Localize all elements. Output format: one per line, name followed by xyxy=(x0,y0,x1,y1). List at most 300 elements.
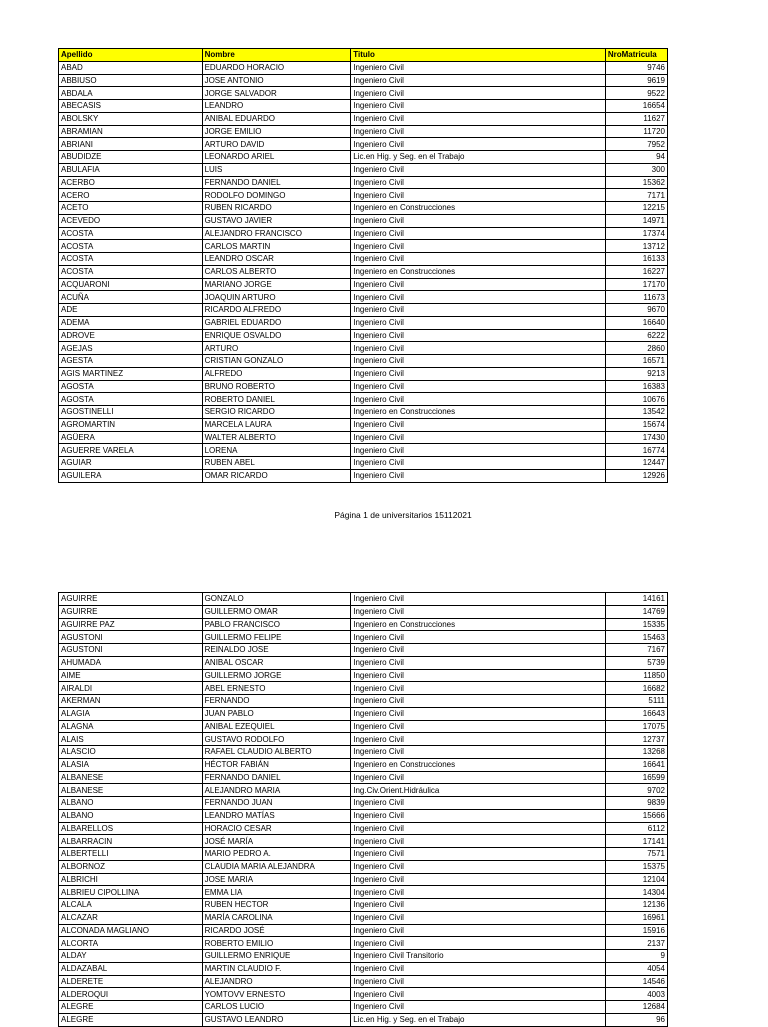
cell-apellido: ALBANO xyxy=(59,797,203,810)
cell-apellido: ALASCIO xyxy=(59,746,203,759)
cell-titulo: Ingeniero Civil xyxy=(351,393,606,406)
cell-nombre: BRUNO ROBERTO xyxy=(202,380,351,393)
cell-nombre: YOMTOVV ERNESTO xyxy=(202,988,351,1001)
cell-nombre: JOSÉ MARÍA xyxy=(202,835,351,848)
cell-titulo: Ingeniero Civil xyxy=(351,367,606,380)
table-body-page-2 xyxy=(59,593,668,1027)
table-row xyxy=(59,431,668,444)
cell-apellido: ACOSTA xyxy=(59,227,203,240)
cell-nromatricula: 6222 xyxy=(605,329,667,342)
cell-nromatricula: 94 xyxy=(605,151,667,164)
cell-nromatricula: 16599 xyxy=(605,771,667,784)
cell-titulo: Ingeniero Civil xyxy=(351,214,606,227)
cell-nromatricula: 17430 xyxy=(605,431,667,444)
table-header-row xyxy=(59,49,668,62)
cell-nromatricula: 16383 xyxy=(605,380,667,393)
table-row xyxy=(59,74,668,87)
cell-nromatricula: 11720 xyxy=(605,125,667,138)
cell-nromatricula: 14546 xyxy=(605,975,667,988)
table-row xyxy=(59,189,668,202)
cell-nombre: WALTER ALBERTO xyxy=(202,431,351,444)
cell-titulo: Ingeniero Civil xyxy=(351,138,606,151)
cell-nromatricula: 4003 xyxy=(605,988,667,1001)
cell-nromatricula: 16654 xyxy=(605,100,667,113)
cell-apellido: ALBARELLOS xyxy=(59,822,203,835)
cell-nombre: ROBERTO EMILIO xyxy=(202,937,351,950)
cell-nombre: JORGE SALVADOR xyxy=(202,87,351,100)
cell-nromatricula: 15674 xyxy=(605,418,667,431)
cell-nromatricula: 12737 xyxy=(605,733,667,746)
cell-apellido: ABULAFIA xyxy=(59,163,203,176)
cell-nromatricula: 12684 xyxy=(605,1001,667,1014)
cell-nromatricula: 15666 xyxy=(605,809,667,822)
cell-nromatricula: 9839 xyxy=(605,797,667,810)
cell-apellido: ABRIANI xyxy=(59,138,203,151)
cell-titulo: Ingeniero Civil xyxy=(351,163,606,176)
cell-apellido: ALAGIA xyxy=(59,707,203,720)
table-row xyxy=(59,202,668,215)
cell-nromatricula: 12447 xyxy=(605,457,667,470)
header-nombre: Nombre xyxy=(202,49,351,62)
table-row xyxy=(59,758,668,771)
table-row xyxy=(59,950,668,963)
cell-nromatricula: 9 xyxy=(605,950,667,963)
cell-titulo: Ingeniero Civil xyxy=(351,444,606,457)
cell-nombre: ABEL ERNESTO xyxy=(202,682,351,695)
table-row xyxy=(59,860,668,873)
cell-apellido: ACOSTA xyxy=(59,240,203,253)
cell-nombre: LUIS xyxy=(202,163,351,176)
cell-apellido: ALBRICHI xyxy=(59,873,203,886)
table-row xyxy=(59,100,668,113)
cell-apellido: ALCORTA xyxy=(59,937,203,950)
cell-apellido: AIME xyxy=(59,669,203,682)
page-footer: Página 1 de universitarios 15112021 xyxy=(334,510,472,520)
cell-apellido: ACOSTA xyxy=(59,253,203,266)
cell-nromatricula: 16133 xyxy=(605,253,667,266)
table-row xyxy=(59,163,668,176)
table-row xyxy=(59,656,668,669)
cell-titulo: Ingeniero Civil xyxy=(351,304,606,317)
cell-titulo: Ingeniero Civil xyxy=(351,911,606,924)
table-row xyxy=(59,87,668,100)
table-row xyxy=(59,304,668,317)
cell-nromatricula: 11850 xyxy=(605,669,667,682)
cell-titulo: Ingeniero Civil xyxy=(351,924,606,937)
cell-titulo: Ingeniero Civil xyxy=(351,253,606,266)
cell-nromatricula: 13542 xyxy=(605,406,667,419)
cell-nromatricula: 12136 xyxy=(605,899,667,912)
cell-apellido: ACOSTA xyxy=(59,265,203,278)
cell-nombre: JOSE MARIA xyxy=(202,873,351,886)
cell-nombre: CARLOS MARTIN xyxy=(202,240,351,253)
cell-apellido: ABRAMIAN xyxy=(59,125,203,138)
cell-nromatricula: 13712 xyxy=(605,240,667,253)
cell-nombre: RAFAEL CLAUDIO ALBERTO xyxy=(202,746,351,759)
table-row xyxy=(59,418,668,431)
table-row xyxy=(59,593,668,606)
cell-titulo: Ingeniero Civil xyxy=(351,457,606,470)
cell-nombre: ALEJANDRO xyxy=(202,975,351,988)
table-row xyxy=(59,975,668,988)
cell-nombre: ENRIQUE OSVALDO xyxy=(202,329,351,342)
table-row xyxy=(59,873,668,886)
cell-apellido: ALEGRE xyxy=(59,1001,203,1014)
cell-nromatricula: 2860 xyxy=(605,342,667,355)
cell-nombre: HORACIO CESAR xyxy=(202,822,351,835)
table-row xyxy=(59,291,668,304)
cell-nombre: FERNANDO xyxy=(202,695,351,708)
registry-table-page-1 xyxy=(58,48,668,483)
cell-titulo: Ingeniero Civil xyxy=(351,469,606,482)
cell-titulo: Ingeniero en Construcciones xyxy=(351,406,606,419)
cell-nromatricula: 15463 xyxy=(605,631,667,644)
table-row xyxy=(59,848,668,861)
table-row xyxy=(59,316,668,329)
cell-nromatricula: 14304 xyxy=(605,886,667,899)
cell-nromatricula: 6112 xyxy=(605,822,667,835)
cell-titulo: Ingeniero Civil xyxy=(351,733,606,746)
cell-apellido: ALAGNA xyxy=(59,720,203,733)
cell-apellido: AGUIAR xyxy=(59,457,203,470)
cell-nromatricula: 17170 xyxy=(605,278,667,291)
cell-apellido: ALBARRACIN xyxy=(59,835,203,848)
cell-nromatricula: 12926 xyxy=(605,469,667,482)
cell-nromatricula: 16640 xyxy=(605,316,667,329)
cell-nombre: MARÍA CAROLINA xyxy=(202,911,351,924)
cell-apellido: ALDERETE xyxy=(59,975,203,988)
cell-titulo: Ingeniero Civil xyxy=(351,669,606,682)
cell-titulo: Ingeniero Civil xyxy=(351,61,606,74)
table-row xyxy=(59,380,668,393)
cell-titulo: Lic.en Hig. y Seg. en el Trabajo xyxy=(351,1013,606,1026)
header-apellido: Apellido xyxy=(59,49,203,62)
cell-nombre: ALEJANDRO MARIA xyxy=(202,784,351,797)
cell-nombre: EMMA LIA xyxy=(202,886,351,899)
cell-nromatricula: 12215 xyxy=(605,202,667,215)
cell-apellido: ADEMA xyxy=(59,316,203,329)
cell-nombre: JOSE ANTONIO xyxy=(202,74,351,87)
cell-apellido: ALBERTELLI xyxy=(59,848,203,861)
cell-titulo: Lic.en Hig. y Seg. en el Trabajo xyxy=(351,151,606,164)
cell-apellido: ALCALA xyxy=(59,899,203,912)
cell-nromatricula: 16227 xyxy=(605,265,667,278)
cell-nombre: GUILLERMO ENRIQUE xyxy=(202,950,351,963)
table-row xyxy=(59,393,668,406)
cell-titulo: Ing.Civ.Orient.Hidráulica xyxy=(351,784,606,797)
table-row xyxy=(59,911,668,924)
cell-apellido: ACETO xyxy=(59,202,203,215)
cell-apellido: AGUILERA xyxy=(59,469,203,482)
cell-apellido: ADROVE xyxy=(59,329,203,342)
cell-nombre: GUILLERMO OMAR xyxy=(202,605,351,618)
cell-nombre: ALFREDO xyxy=(202,367,351,380)
cell-apellido: AGEJAS xyxy=(59,342,203,355)
cell-apellido: ALAIS xyxy=(59,733,203,746)
table-row xyxy=(59,899,668,912)
cell-titulo: Ingeniero Civil xyxy=(351,418,606,431)
cell-nromatricula: 15375 xyxy=(605,860,667,873)
cell-apellido: ALDAY xyxy=(59,950,203,963)
cell-nombre: JUAN PABLO xyxy=(202,707,351,720)
cell-nombre: ALEJANDRO FRANCISCO xyxy=(202,227,351,240)
table-row xyxy=(59,61,668,74)
cell-apellido: AGOSTA xyxy=(59,393,203,406)
table-row xyxy=(59,631,668,644)
cell-nombre: EDUARDO HORACIO xyxy=(202,61,351,74)
cell-apellido: AGUSTONI xyxy=(59,631,203,644)
cell-nombre: LEANDRO OSCAR xyxy=(202,253,351,266)
cell-nombre: RODOLFO DOMINGO xyxy=(202,189,351,202)
cell-nombre: FERNANDO JUAN xyxy=(202,797,351,810)
cell-apellido: ABAD xyxy=(59,61,203,74)
cell-titulo: Ingeniero Civil xyxy=(351,988,606,1001)
cell-apellido: AGOSTINELLI xyxy=(59,406,203,419)
cell-nombre: ARTURO xyxy=(202,342,351,355)
cell-nombre: PABLO FRANCISCO xyxy=(202,618,351,631)
cell-apellido: ALBANO xyxy=(59,809,203,822)
cell-titulo: Ingeniero Civil xyxy=(351,316,606,329)
cell-nromatricula: 2137 xyxy=(605,937,667,950)
cell-nombre: CARLOS LUCIO xyxy=(202,1001,351,1014)
cell-nombre: GUSTAVO JAVIER xyxy=(202,214,351,227)
cell-apellido: ACUÑA xyxy=(59,291,203,304)
table-row xyxy=(59,253,668,266)
cell-nromatricula: 7167 xyxy=(605,644,667,657)
cell-apellido: ACEVEDO xyxy=(59,214,203,227)
cell-nromatricula: 10676 xyxy=(605,393,667,406)
cell-titulo: Ingeniero en Construcciones xyxy=(351,618,606,631)
cell-titulo: Ingeniero Civil xyxy=(351,886,606,899)
cell-nombre: REINALDO JOSE xyxy=(202,644,351,657)
cell-titulo: Ingeniero Civil xyxy=(351,278,606,291)
cell-nromatricula: 9702 xyxy=(605,784,667,797)
table-row xyxy=(59,265,668,278)
table-row xyxy=(59,329,668,342)
cell-titulo: Ingeniero Civil xyxy=(351,682,606,695)
cell-apellido: AGUIRRE xyxy=(59,593,203,606)
table-row xyxy=(59,644,668,657)
table-row xyxy=(59,227,668,240)
cell-nombre: FERNANDO DANIEL xyxy=(202,771,351,784)
cell-nombre: GABRIEL EDUARDO xyxy=(202,316,351,329)
cell-nombre: CLAUDIA MARIA ALEJANDRA xyxy=(202,860,351,873)
cell-nromatricula: 15335 xyxy=(605,618,667,631)
cell-nombre: ANIBAL OSCAR xyxy=(202,656,351,669)
cell-titulo: Ingeniero Civil xyxy=(351,605,606,618)
cell-apellido: AGUIRRE PAZ xyxy=(59,618,203,631)
cell-nromatricula: 17374 xyxy=(605,227,667,240)
cell-nombre: HÉCTOR FABIÁN xyxy=(202,758,351,771)
cell-apellido: ADE xyxy=(59,304,203,317)
cell-nromatricula: 9746 xyxy=(605,61,667,74)
cell-nombre: JORGE EMILIO xyxy=(202,125,351,138)
cell-apellido: ALBRIEU CIPOLLINA xyxy=(59,886,203,899)
cell-apellido: ALDAZABAL xyxy=(59,962,203,975)
cell-nromatricula: 16571 xyxy=(605,355,667,368)
cell-apellido: ACERBO xyxy=(59,176,203,189)
cell-titulo: Ingeniero Civil xyxy=(351,1001,606,1014)
cell-apellido: ALCONADA MAGLIANO xyxy=(59,924,203,937)
cell-nombre: RICARDO ALFREDO xyxy=(202,304,351,317)
cell-titulo: Ingeniero Civil xyxy=(351,240,606,253)
table-body-page-1 xyxy=(59,61,668,482)
table-row xyxy=(59,176,668,189)
cell-titulo: Ingeniero Civil xyxy=(351,644,606,657)
cell-apellido: AGUIRRE xyxy=(59,605,203,618)
cell-titulo: Ingeniero Civil xyxy=(351,873,606,886)
cell-titulo: Ingeniero en Construcciones xyxy=(351,758,606,771)
cell-nromatricula: 15916 xyxy=(605,924,667,937)
cell-nombre: LEANDRO MATÍAS xyxy=(202,809,351,822)
table-row xyxy=(59,720,668,733)
table-row xyxy=(59,835,668,848)
table-row xyxy=(59,444,668,457)
table-row xyxy=(59,355,668,368)
cell-nromatricula: 9213 xyxy=(605,367,667,380)
cell-titulo: Ingeniero Civil xyxy=(351,899,606,912)
cell-nombre: LEANDRO xyxy=(202,100,351,113)
cell-titulo: Ingeniero Civil xyxy=(351,431,606,444)
cell-apellido: ABDALA xyxy=(59,87,203,100)
cell-titulo: Ingeniero Civil xyxy=(351,87,606,100)
cell-titulo: Ingeniero Civil xyxy=(351,848,606,861)
cell-nromatricula: 17075 xyxy=(605,720,667,733)
table-row xyxy=(59,682,668,695)
cell-apellido: AGUSTONI xyxy=(59,644,203,657)
cell-nombre: GONZALO xyxy=(202,593,351,606)
table-row xyxy=(59,797,668,810)
cell-nombre: ARTURO DAVID xyxy=(202,138,351,151)
cell-titulo: Ingeniero Civil xyxy=(351,100,606,113)
cell-titulo: Ingeniero Civil xyxy=(351,342,606,355)
cell-nromatricula: 12104 xyxy=(605,873,667,886)
cell-nromatricula: 16774 xyxy=(605,444,667,457)
header-titulo: Titulo xyxy=(351,49,606,62)
table-row xyxy=(59,746,668,759)
cell-nombre: LEONARDO ARIEL xyxy=(202,151,351,164)
cell-titulo: Ingeniero Civil Transitorio xyxy=(351,950,606,963)
cell-nombre: GUILLERMO JORGE xyxy=(202,669,351,682)
cell-titulo: Ingeniero Civil xyxy=(351,822,606,835)
cell-nromatricula: 9619 xyxy=(605,74,667,87)
cell-nombre: ANIBAL EDUARDO xyxy=(202,112,351,125)
cell-nromatricula: 14161 xyxy=(605,593,667,606)
cell-titulo: Ingeniero en Construcciones xyxy=(351,265,606,278)
cell-nromatricula: 5739 xyxy=(605,656,667,669)
table-row xyxy=(59,784,668,797)
cell-titulo: Ingeniero Civil xyxy=(351,380,606,393)
cell-nombre: ROBERTO DANIEL xyxy=(202,393,351,406)
cell-nromatricula: 14971 xyxy=(605,214,667,227)
cell-apellido: ABOLSKY xyxy=(59,112,203,125)
cell-nromatricula: 16643 xyxy=(605,707,667,720)
cell-titulo: Ingeniero Civil xyxy=(351,74,606,87)
cell-titulo: Ingeniero Civil xyxy=(351,975,606,988)
cell-titulo: Ingeniero Civil xyxy=(351,125,606,138)
cell-nombre: ANIBAL EZEQUIEL xyxy=(202,720,351,733)
table-row xyxy=(59,669,668,682)
cell-titulo: Ingeniero Civil xyxy=(351,835,606,848)
cell-nromatricula: 7571 xyxy=(605,848,667,861)
cell-titulo: Ingeniero Civil xyxy=(351,771,606,784)
cell-apellido: ALBORNOZ xyxy=(59,860,203,873)
table-row xyxy=(59,605,668,618)
table-row xyxy=(59,886,668,899)
cell-nromatricula: 4054 xyxy=(605,962,667,975)
cell-apellido: AKERMAN xyxy=(59,695,203,708)
cell-titulo: Ingeniero Civil xyxy=(351,355,606,368)
cell-nromatricula: 96 xyxy=(605,1013,667,1026)
table-row xyxy=(59,469,668,482)
cell-apellido: ABUDIDZE xyxy=(59,151,203,164)
table-row xyxy=(59,1013,668,1026)
table-row xyxy=(59,937,668,950)
cell-nromatricula: 9670 xyxy=(605,304,667,317)
cell-nromatricula: 5111 xyxy=(605,695,667,708)
cell-nombre: RUBEN ABEL xyxy=(202,457,351,470)
cell-titulo: Ingeniero Civil xyxy=(351,656,606,669)
cell-nromatricula: 17141 xyxy=(605,835,667,848)
table-row xyxy=(59,151,668,164)
table-row xyxy=(59,771,668,784)
cell-nombre: CARLOS ALBERTO xyxy=(202,265,351,278)
cell-nromatricula: 14769 xyxy=(605,605,667,618)
cell-nombre: GUSTAVO LEANDRO xyxy=(202,1013,351,1026)
cell-nromatricula: 15362 xyxy=(605,176,667,189)
table-row xyxy=(59,240,668,253)
cell-titulo: Ingeniero Civil xyxy=(351,593,606,606)
cell-apellido: ALEGRE xyxy=(59,1013,203,1026)
cell-apellido: ALDEROQUI xyxy=(59,988,203,1001)
table-row xyxy=(59,822,668,835)
table-row xyxy=(59,809,668,822)
table-row xyxy=(59,695,668,708)
cell-titulo: Ingeniero Civil xyxy=(351,695,606,708)
cell-apellido: AGOSTA xyxy=(59,380,203,393)
cell-nombre: RICARDO JOSÉ xyxy=(202,924,351,937)
cell-nombre: CRISTIAN GONZALO xyxy=(202,355,351,368)
table-row xyxy=(59,278,668,291)
table-row xyxy=(59,342,668,355)
cell-apellido: AIRALDI xyxy=(59,682,203,695)
cell-apellido: AGUERRE VARELA xyxy=(59,444,203,457)
cell-titulo: Ingeniero Civil xyxy=(351,176,606,189)
cell-nombre: MARIO PEDRO A. xyxy=(202,848,351,861)
cell-nombre: MARCELA LAURA xyxy=(202,418,351,431)
table-row xyxy=(59,367,668,380)
cell-nombre: MARTIN CLAUDIO F. xyxy=(202,962,351,975)
cell-titulo: Ingeniero Civil xyxy=(351,707,606,720)
cell-nromatricula: 16682 xyxy=(605,682,667,695)
cell-apellido: AGROMARTIN xyxy=(59,418,203,431)
cell-nromatricula: 7952 xyxy=(605,138,667,151)
cell-apellido: ALASIA xyxy=(59,758,203,771)
cell-titulo: Ingeniero Civil xyxy=(351,227,606,240)
cell-apellido: ACQUARONI xyxy=(59,278,203,291)
cell-titulo: Ingeniero Civil xyxy=(351,809,606,822)
table-row xyxy=(59,962,668,975)
table-row xyxy=(59,214,668,227)
cell-nombre: SERGIO RICARDO xyxy=(202,406,351,419)
cell-titulo: Ingeniero Civil xyxy=(351,291,606,304)
cell-nromatricula: 7171 xyxy=(605,189,667,202)
cell-titulo: Ingeniero Civil xyxy=(351,797,606,810)
cell-titulo: Ingeniero Civil xyxy=(351,189,606,202)
cell-nombre: FERNANDO DANIEL xyxy=(202,176,351,189)
cell-titulo: Ingeniero Civil xyxy=(351,860,606,873)
cell-titulo: Ingeniero Civil xyxy=(351,937,606,950)
